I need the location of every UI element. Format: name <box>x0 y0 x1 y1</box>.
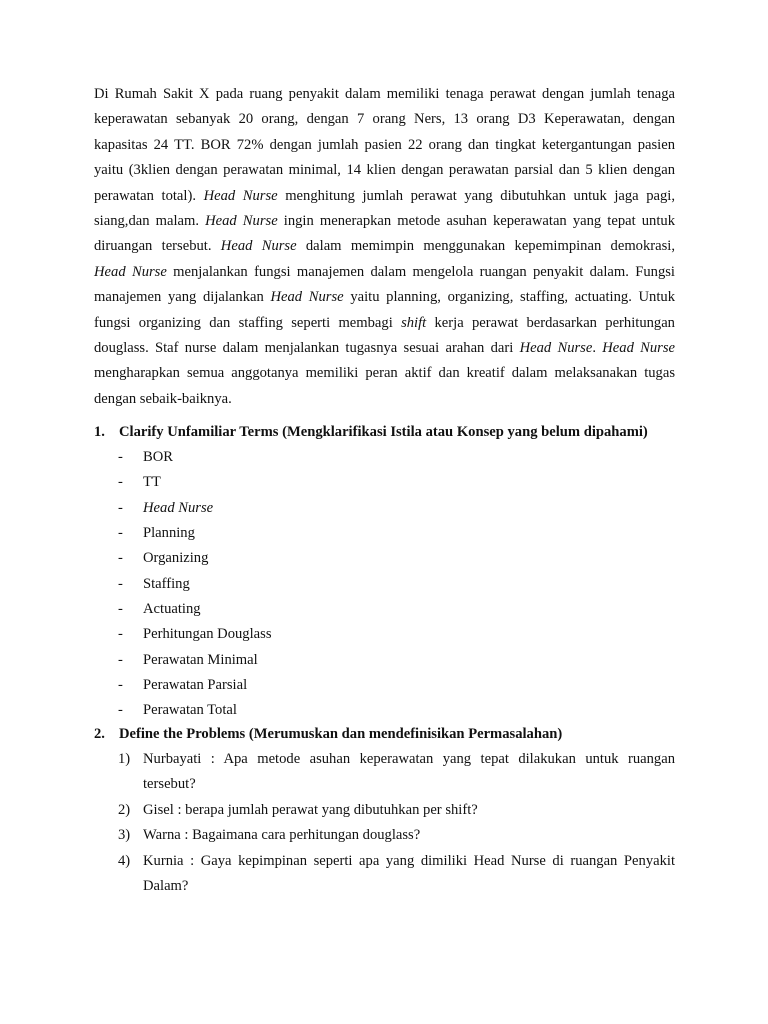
text-run: manajemen yang dijalankan <box>94 289 271 306</box>
dash-bullet: - <box>118 651 123 668</box>
paragraph-line <box>94 361 675 386</box>
problem-text: Dalam? <box>143 878 189 895</box>
term-label: Actuating <box>143 601 201 618</box>
dash-bullet: - <box>118 575 123 592</box>
text-run: yaitu planning, organizing, staffing, actuating. Untuk <box>343 289 676 306</box>
term-label: Perawatan Parsial <box>143 677 248 694</box>
term-label: Perawatan Total <box>143 702 237 719</box>
text-run: siang,dan malam. <box>94 213 206 230</box>
text-run: fungsi organizing dan staffing seperti membagi <box>94 314 402 331</box>
text-run: menghitung jumlah perawat yang dibutuhkan untuk jaga pagi, <box>277 187 675 204</box>
emphasized-term: Head Nurse <box>205 213 278 230</box>
text-run: dalam memimpin menggunakan kepemimpinan demokrasi, <box>296 238 675 255</box>
term-item <box>118 521 418 546</box>
term-label: Planning <box>143 525 195 542</box>
term-item <box>118 622 418 647</box>
term-label: TT <box>143 474 161 491</box>
term-item <box>118 470 418 495</box>
text-run: . <box>592 340 603 357</box>
paragraph-line <box>94 158 675 183</box>
text-run: menjalankan fungsi manajemen dalam mengelola ruangan penyakit dalam. Fungsi <box>166 263 675 280</box>
term-item <box>118 546 418 571</box>
text-run: dengan sebaik-baiknya. <box>94 390 232 407</box>
emphasized-term: Head Nurse <box>94 263 167 280</box>
term-item <box>118 648 418 673</box>
emphasized-term: shift <box>401 314 427 331</box>
emphasized-term: Head Nurse <box>203 187 278 204</box>
problems-list <box>118 747 675 899</box>
text-run: douglass. Staf nurse dalam menjalankan tugasnya sesuai arahan dari <box>94 340 520 357</box>
case-paragraph <box>94 82 675 412</box>
section-1-number: 1. <box>94 424 105 440</box>
text-run: diruangan tersebut. <box>94 238 221 255</box>
term-item <box>118 698 418 723</box>
paragraph-line <box>94 209 675 234</box>
problem-item <box>118 747 675 798</box>
dash-bullet: - <box>118 499 123 516</box>
paragraph-line <box>94 285 675 310</box>
emphasized-term: Head Nurse <box>270 289 344 306</box>
problem-text: Nurbayati : Apa metode asuhan keperawatan yang tepat dilakukan untuk ruangan <box>143 751 675 767</box>
term-item <box>118 572 418 597</box>
text-run: perawatan total). <box>94 187 204 204</box>
text-run: Di Rumah Sakit X pada ruang penyakit dalam memiliki tenaga perawat dengan jumlah tenaga <box>94 86 675 102</box>
dash-bullet: - <box>118 677 123 694</box>
paragraph-line <box>94 133 675 158</box>
emphasized-term: Head Nurse <box>602 340 675 357</box>
term-item <box>118 445 418 470</box>
unfamiliar-terms-list <box>118 445 418 724</box>
problem-text: Kurnia : Gaya kepimpinan seperti apa yang dimiliki Head Nurse di ruangan Penyakit <box>143 852 675 869</box>
text-run: mengharapkan semua anggotanya memiliki peran aktif dan kreatif dalam melaksanakan tugas <box>94 365 675 382</box>
dash-bullet: - <box>118 601 123 618</box>
problem-number: 3) <box>118 827 131 844</box>
text-run: keperawatan sebanyak 20 orang, dengan 7 orang Ners, 13 orang D3 Keperawatan, dengan <box>94 111 675 128</box>
dash-bullet: - <box>118 525 123 542</box>
problem-number: 1) <box>118 751 131 767</box>
text-run: yaitu (3klien dengan perawatan minimal, 14 klien dengan perawatan parsial dan 5 klien dengan <box>94 162 675 179</box>
term-label: BOR <box>143 449 174 465</box>
paragraph-line <box>94 336 675 361</box>
text-run: kapasitas 24 TT. BOR 72% dengan jumlah pasien 22 orang dan tingkat ketergantungan pasien <box>94 136 675 153</box>
term-label: Staffing <box>143 575 190 592</box>
dash-bullet: - <box>118 449 123 465</box>
problem-item <box>118 798 675 823</box>
problem-item <box>118 823 675 848</box>
section-2-title: Define the Problems (Merumuskan dan mendefinisikan Permasalahan) <box>119 726 563 742</box>
term-item <box>118 597 418 622</box>
paragraph-line <box>94 234 675 259</box>
emphasized-term: Head Nurse <box>519 340 593 357</box>
term-label: Head Nurse <box>143 499 214 516</box>
paragraph-line <box>94 82 675 107</box>
text-run: ingin menerapkan metode asuhan keperawatan yang tepat untuk <box>277 213 675 230</box>
term-item <box>118 673 418 698</box>
problem-item <box>118 849 675 900</box>
problem-text: Warna : Bagaimana cara perhitungan douglass? <box>143 827 421 844</box>
section-1-heading <box>94 420 675 445</box>
paragraph-line <box>94 107 675 132</box>
paragraph-line <box>94 184 675 209</box>
section-2-number: 2. <box>94 726 105 742</box>
dash-bullet: - <box>118 626 123 643</box>
term-label: Perhitungan Douglass <box>143 626 272 643</box>
problem-text: Gisel : berapa jumlah perawat yang dibutuhkan per shift? <box>143 801 478 818</box>
term-label: Perawatan Minimal <box>143 651 258 668</box>
problem-number: 2) <box>118 801 131 818</box>
dash-bullet: - <box>118 474 123 491</box>
emphasized-term: Head Nurse <box>220 238 297 255</box>
paragraph-line <box>94 260 675 285</box>
dash-bullet: - <box>118 550 123 567</box>
term-item <box>118 496 418 521</box>
paragraph-line <box>94 311 675 336</box>
dash-bullet: - <box>118 702 123 719</box>
text-run: kerja perawat berdasarkan perhitungan <box>426 314 675 331</box>
problem-text: tersebut? <box>143 776 196 793</box>
problem-number: 4) <box>118 852 131 869</box>
section-2-heading <box>94 722 675 747</box>
paragraph-line <box>94 387 675 412</box>
term-label: Organizing <box>143 550 209 567</box>
section-1-title: Clarify Unfamiliar Terms (Mengklarifikasi Istila atau Konsep yang belum dipahami) <box>119 424 648 440</box>
